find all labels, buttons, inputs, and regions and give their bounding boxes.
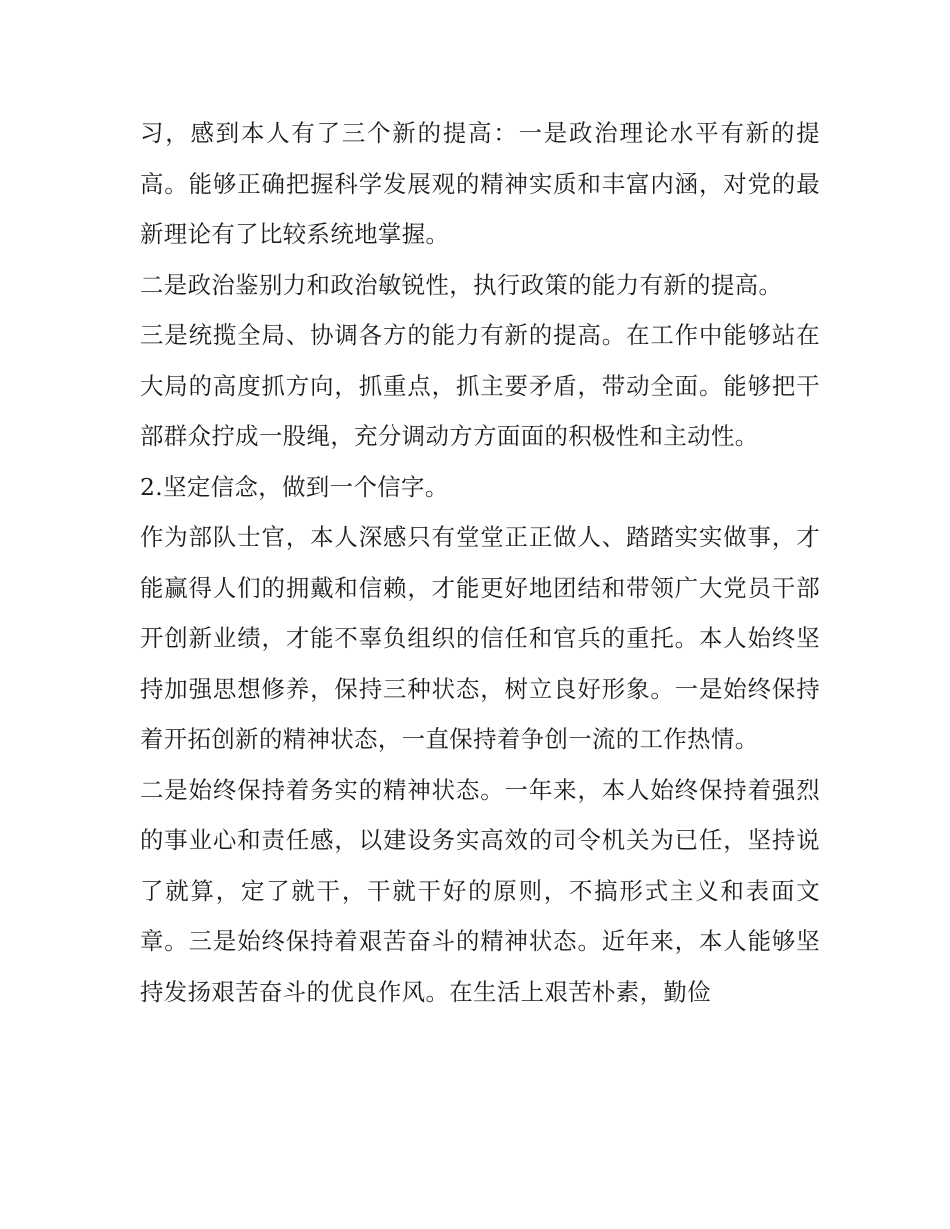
- paragraph-2: 二是政治鉴别力和政治敏锐性，执行政策的能力有新的提高。: [140, 270, 783, 299]
- paragraph-3: 三是统揽全局、协调各方的能力有新的提高。在工作中能够站在大局的高度抓方向，抓重点，抓主要矛盾，带动全面。能够把干部群众拧成一股绳，充分调动方方面面的积极性和主动性。: [140, 321, 820, 450]
- paragraph-5: 二是始终保持着务实的精神状态。一年来，本人始终保持着强烈的事业心和责任感，以建设务实高效的司令机关为已任，坚持说了就算，定了就干，干就干好的原则，不搞形式主义和表面文章。三是始终保持着艰苦奋斗的精神状态。近年来，本人能够坚持发扬艰苦奋斗的优良作风。在生活上艰苦朴素，勤俭: [140, 775, 820, 1006]
- paragraph-1: 习，感到本人有了三个新的提高：一是政治理论水平有新的提高。能够正确把握科学发展观的精神实质和丰富内涵，对党的最新理论有了比较系统地掌握。: [140, 119, 820, 248]
- section-heading-2: 2.坚定信念，做到一个信字。: [140, 472, 449, 501]
- document-body: [140, 108, 820, 1017]
- paragraph-4: 作为部队士官，本人深感只有堂堂正正做人、踏踏实实做事，才能赢得人们的拥戴和信赖，才能更好地团结和带领广大党员干部开创新业绩，才能不辜负组织的信任和官兵的重托。本人始终坚持加强思想修养，保持三种状态，树立良好形象。一是始终保持着开拓创新的精神状态，一直保持着争创一流的工作热情。: [140, 523, 820, 753]
